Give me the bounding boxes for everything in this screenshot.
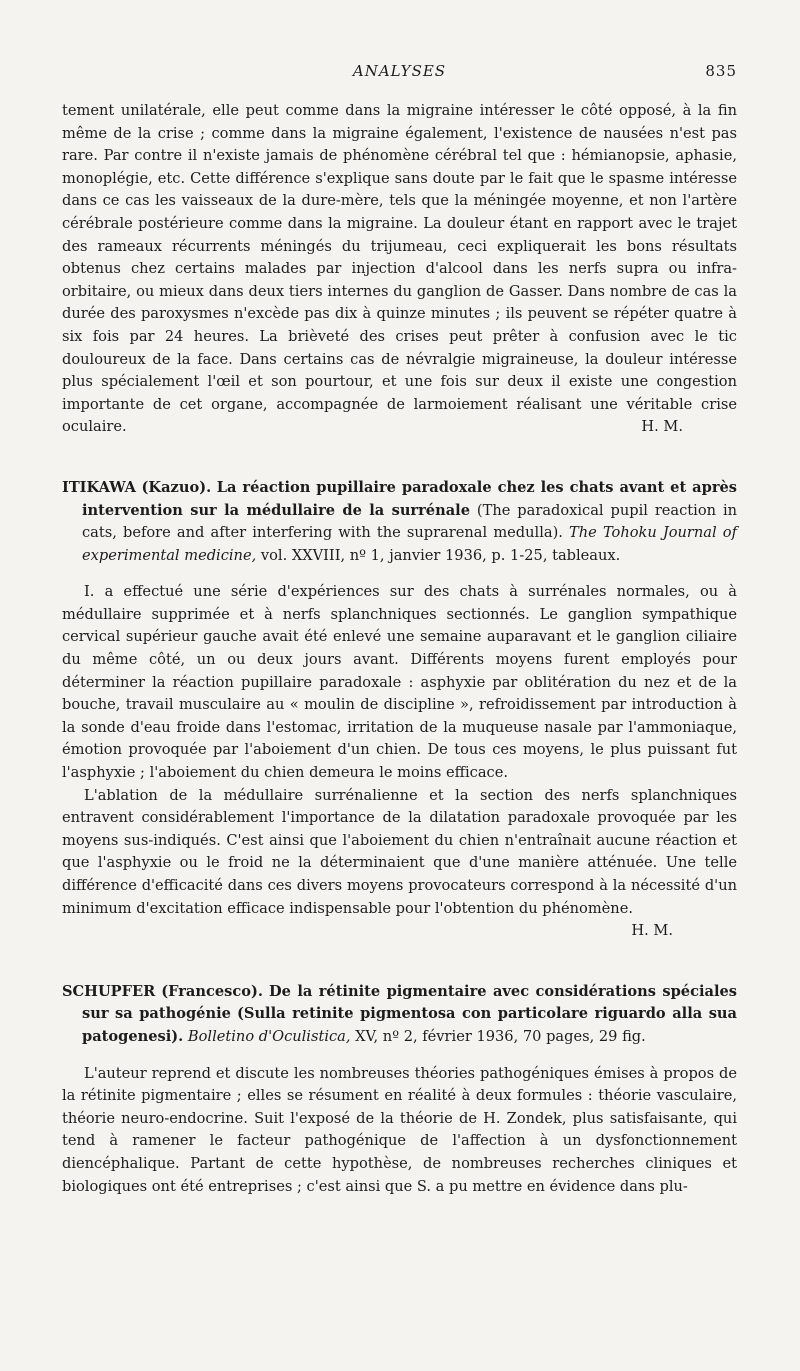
page-body <box>62 100 737 1198</box>
review-2-title: La réaction pupillaire paradoxale chez les chats avant et après intervention sur la médullaire de la surrénale <box>82 478 738 519</box>
page-header <box>62 62 737 86</box>
review-3-heading <box>62 981 737 1049</box>
review-3-title: De la rétinite pigmentaire avec considérations spéciales sur sa pathogénie <box>82 982 737 1023</box>
running-title: ANALYSES <box>352 62 447 80</box>
review-3-author: SCHUPFER <box>62 982 156 1000</box>
section-gap <box>62 1049 737 1063</box>
section-gap <box>62 439 737 477</box>
review-2-paragraph-1: I. a effectué une série d'expériences sur des chats à surrénales normales, ou à médullaire supprimée et à nerfs splanchniques sectionnés. Le ganglion sympathique cervical supérieur gauche avait été enlevé une semaine auparavant et le ganglion ciliaire du même côté, un ou deux jours avant. Différents moyens furent employés pour déterminer la réaction pupillaire paradoxale : asphyxie par oblitération du nez et de la bouche, travail musculaire au « moulin de discipline », refroidissement par introduction à la sonde d'eau froide dans l'estomac, irritation de la muqueuse nasale par l'ammoniaque, émotion provoquée par l'aboiement d'un chien. De tous ces moyens, le plus puissant fut l'asphyxie ; l'aboiement du chien demeura le moins efficace. <box>62 583 737 782</box>
review-3-journal: Bolletino d'Oculistica, <box>187 1027 351 1045</box>
section-gap <box>62 943 737 981</box>
review-2-title-english: (The paradoxical pupil reaction in cats, before and after interfering with the suprarenal medulla). <box>82 501 738 542</box>
review-2-author: ITIKAWA <box>62 478 136 496</box>
review-3-title-italian: (Sulla retinite pigmentosa con particolare riguardo alla sua patogenesi). <box>82 1005 737 1045</box>
review-2-paragraph-2: L'ablation de la médullaire surrénalienne et la section des nerfs splanchniques entravent considérablement l'importance de la dilatation paradoxale provoquée par les moyens sus-indiqués. C'est ainsi que l'aboiement du chien n'entraînait aucune réaction et que l'asphyxie ou le froid ne la déterminaient que d'une manière atténuée. Une telle différence d'efficacité dans ces divers moyens provocateurs correspond à la nécessité d'un minimum d'excitation efficace indispensable pour l'obtention du phénomène. <box>62 786 737 917</box>
page-number: 835 <box>705 62 737 80</box>
section-gap <box>62 567 737 581</box>
review-3-paragraph: L'auteur reprend et discute les nombreuses théories pathogéniques émises à propos de la rétinite pigmentaire ; elles se résument en réalité à deux formules : théorie vasculaire, théorie neuro-endocrine. Suit l'exposé de la théorie de H. Zondek, plus satisfaisante, qui tend à ramener le facteur pathogénique de l'affection à un dysfonctionnement diencéphalique. Partant de cette hypothèse, de nombreuses recherches cliniques et biologiques ont été entreprises ; c'est ainsi que S. a pu mettre en évidence dans plu- <box>62 1064 737 1195</box>
review-2-author-first: (Kazuo). <box>141 478 212 496</box>
review-2-signature: H. M. <box>631 922 673 940</box>
review-2-heading <box>62 477 737 567</box>
review-1-continuation: tement unilatérale, elle peut comme dans la migraine intéresser le côté opposé, à la fin même de la crise ; comme dans la migraine également, l'existence de nausées n'est pas rare. Par contre il n'existe jamais de phénomène cérébral tel que : hémianopsie, aphasie, monoplégie, etc. Cette différence s'explique sans doute par le fait que le spasme intéresse dans ce cas les vaisseaux de la dure-mère, tels que la méningée moyenne, et non l'artère cérébrale postérieure comme dans la migraine. La douleur étant en rapport avec le trajet des rameaux récurrents méningés du trijumeau, ceci expliquerait les bons résultats obtenus chez certains malades par injection d'alcool dans les nerfs supra ou infra-orbitaire, ou mieux dans deux tiers internes du ganglion de Gasser. Dans nombre de cas la durée des paroxysmes n'excède pas dix à quinze minutes ; ils peuvent se répéter quatre à six fois par 24 heures. La brièveté des crises peut prêter à confusion avec le tic douloureux de la face. Dans certains cas de névralgie migraineuse, la douleur intéresse plus spécialement l'œil et son pourtour, et une fois sur deux il existe une congestion importante de cet organe, accompagnée de larmoiement réalisant une véritable crise oculaire. <box>62 102 737 436</box>
review-3-author-first: (Francesco). <box>161 982 263 1000</box>
review-2-citation: vol. XXVIII, nº 1, janvier 1936, p. 1-25, tableaux. <box>260 546 621 564</box>
review-1-signature: H. M. <box>641 418 683 436</box>
review-3-citation: XV, nº 2, février 1936, 70 pages, 29 fig. <box>355 1027 646 1045</box>
review-2-journal: The Tohoku Journal of experimental medicine, <box>82 524 737 564</box>
